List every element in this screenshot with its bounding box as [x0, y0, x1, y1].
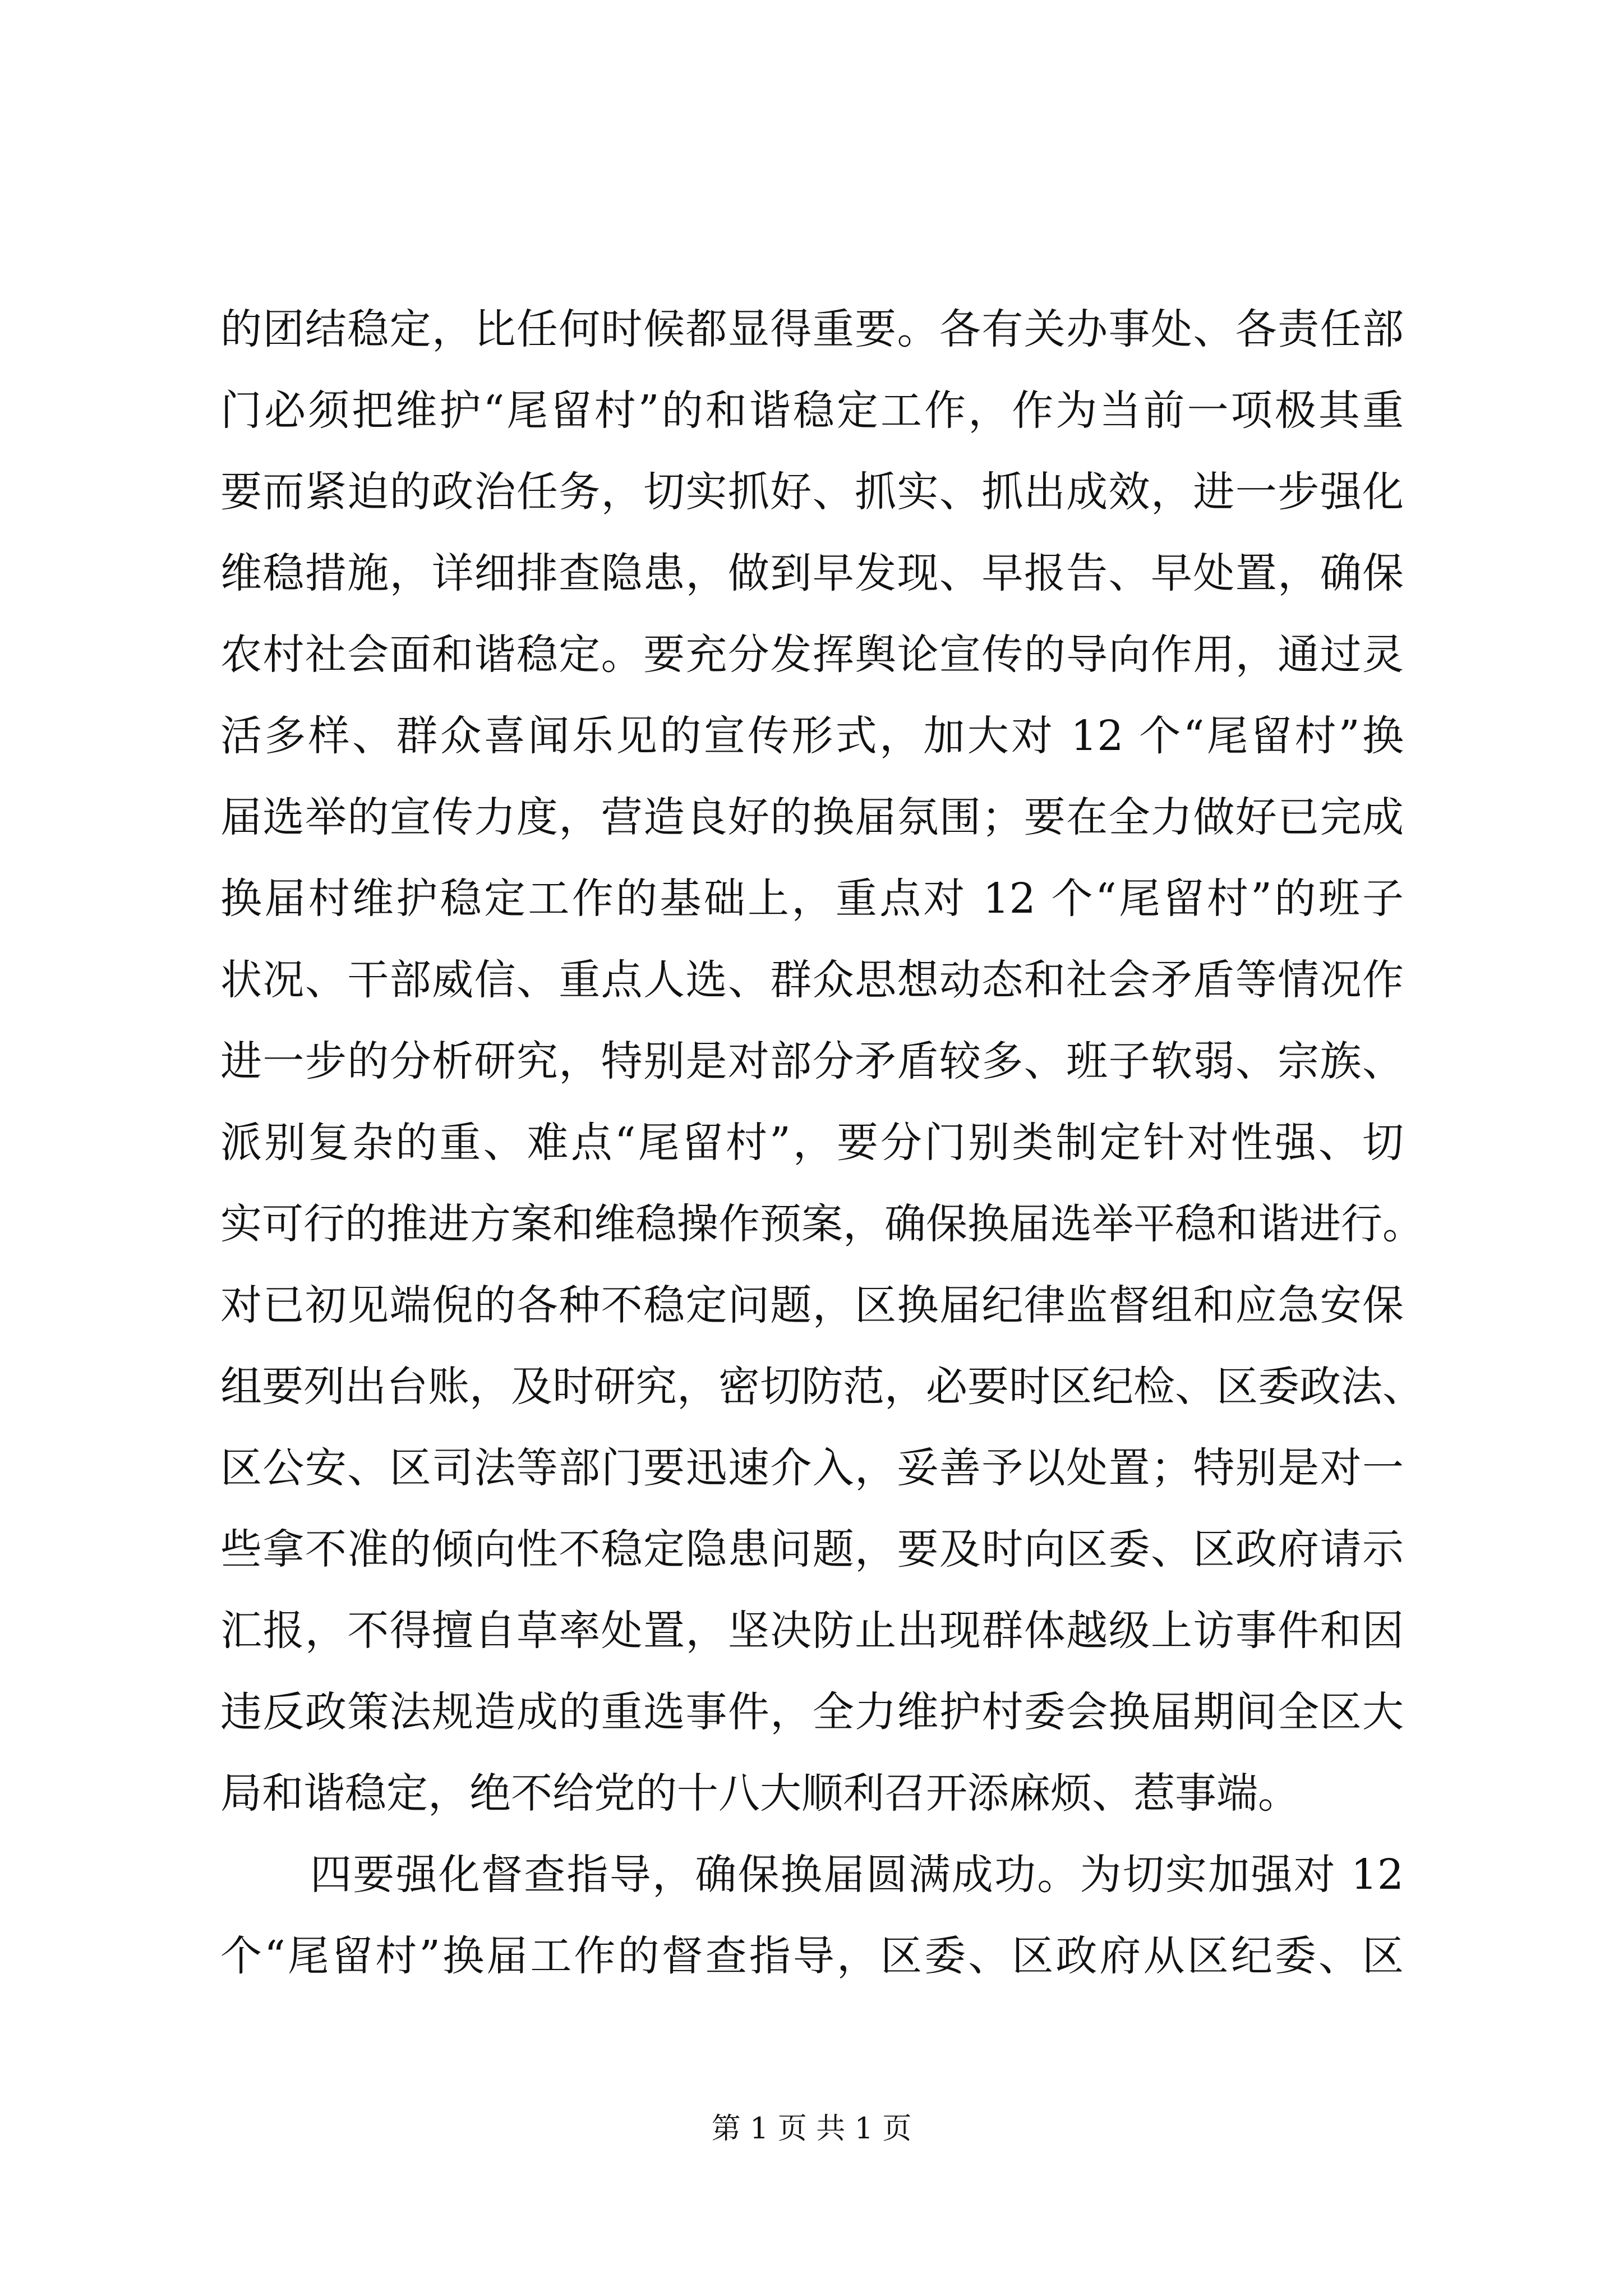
text-line: 要而紧迫的政治任务，切实抓好、抓实、抓出成效，进一步强化 [220, 468, 1404, 516]
text-line: 个“尾留村”换届工作的督查指导，区委、区政府从区纪委、区 [220, 1932, 1404, 1980]
text-line: 门必须把维护“尾留村”的和谐稳定工作，作为当前一项极其重 [220, 386, 1404, 435]
text-line: 违反政策法规造成的重选事件，全力维护村委会换届期间全区大 [220, 1688, 1404, 1736]
text-line: 实可行的推进方案和维稳操作预案，确保换届选举平稳和谐进行。 [220, 1200, 1424, 1248]
text-line: 换届村维护稳定工作的基础上，重点对 12 个“尾留村”的班子 [220, 875, 1404, 923]
page-number: 第 1 页 共 1 页 [711, 2112, 912, 2146]
text-line: 进一步的分析研究，特别是对部分矛盾较多、班子软弱、宗族、 [220, 1037, 1404, 1085]
text-line: 汇报，不得擅自草率处置，坚决防止出现群体越级上访事件和因 [220, 1607, 1404, 1655]
text-line: 状况、干部威信、重点人选、群众思想动态和社会矛盾等情况作 [220, 956, 1404, 1004]
text-line: 维稳措施，详细排查隐患，做到早发现、早报告、早处置，确保 [220, 549, 1404, 597]
body-text [220, 289, 1424, 1997]
text-line: 的团结稳定，比任何时候都显得重要。各有关办事处、各责任部 [220, 305, 1404, 353]
text-line: 些拿不准的倾向性不稳定隐患问题，要及时向区委、区政府请示 [220, 1525, 1404, 1573]
text-line: 届选举的宣传力度，营造良好的换届氛围；要在全力做好已完成 [220, 793, 1404, 841]
text-line: 区公安、区司法等部门要迅速介入，妥善予以处置；特别是对一 [220, 1444, 1404, 1492]
text-line: 局和谐稳定，绝不给党的十八大顺利召开添麻烦、惹事端。 [220, 1769, 1299, 1818]
text-line: 对已初见端倪的各种不稳定问题，区换届纪律监督组和应急安保 [220, 1281, 1404, 1329]
text-line: 四要强化督查指导，确保换届圆满成功。为切实加强对 12 [310, 1851, 1404, 1899]
text-line: 派别复杂的重、难点“尾留村”，要分门别类制定针对性强、切 [220, 1119, 1404, 1167]
text-line: 农村社会面和谐稳定。要充分发挥舆论宣传的导向作用，通过灵 [220, 631, 1404, 679]
text-line: 组要列出台账，及时研究，密切防范，必要时区纪检、区委政法、 [220, 1363, 1424, 1411]
text-line: 活多样、群众喜闻乐见的宣传形式，加大对 12 个“尾留村”换 [220, 712, 1404, 760]
